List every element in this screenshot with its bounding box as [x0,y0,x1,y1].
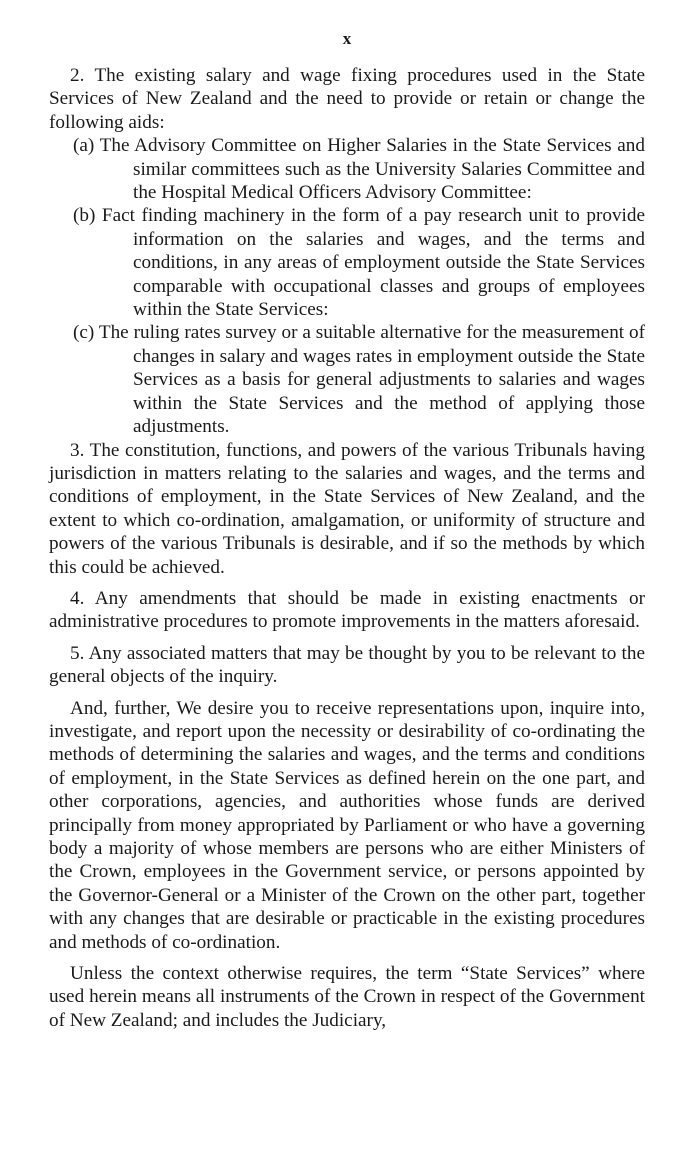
subitem-a-marker: (a) [73,135,95,157]
subitem-c-text: The ruling rates survey or a suitable alternative for the measurement of changes in salary and wages rates in employment outside the State Services as a basis for general adjustments to salaries and wages within the State Services and the method of applying those adjustments. [98,322,645,438]
subitem-c [49,321,645,438]
page-number: x [342,29,352,48]
subitem-c-marker: (c) [73,322,95,344]
subitem-b [49,204,645,321]
subitem-a [49,134,645,204]
subitem-b-marker: (b) [73,205,96,227]
paragraph-2: 2. The existing salary and wage fixing procedures used in the State Services of New Zealand and the need to provide or retain or change the following aids: [49,65,645,133]
paragraph-6: And, further, We desire you to receive representations upon, inquire into, investigate, and report upon the necessity or desirability of co-ordinating the methods of determining the salaries and wages, and the terms and conditions of employment, in the State Services as defined herein on the one part, and other corporations, agencies, and authorities whose funds are derived principally from money appropriated by Parliament or who have a governing body a majority of whose members are persons who are either Ministers of the Crown, employees in the Government service, or persons appointed by the Governor-General or a Minister of the Crown on the other part, together with any changes that are desirable or practicable in the existing procedures and methods of co-ordination. [49,697,645,953]
paragraph-4: 4. Any amendments that should be made in existing enactments or administrative procedures to promote improvements in the matters aforesaid. [49,587,645,633]
paragraph-7: Unless the context otherwise requires, the term “State Services” where used herein means all instruments of the Crown in respect of the Government of New Zealand; and includes the Judiciary, [49,963,645,1031]
subitem-a-text: The Advisory Committee on Higher Salaries in the State Services and similar committees such as the University Salaries Committee and the Hospital Medical Officers Advisory Committee: [99,135,645,204]
subitem-b-text: Fact finding machinery in the form of a pay research unit to provide information on the salaries and wages, and the terms and conditions, in any areas of employment outside the State Services comparable with occupational classes and groups of employees within the State Services: [101,205,645,321]
document-page [49,28,645,1032]
paragraph-5: 5. Any associated matters that may be thought by you to be relevant to the general objects of the inquiry. [49,642,645,688]
paragraph-3: 3. The constitution, functions, and powers of the various Tribunals having jurisdiction in matters relating to the salaries and wages, and the terms and conditions of employment, in the State Services of New Zealand, and the extent to which co-ordination, amalgamation, or uniformity of structure and powers of the various Tribunals is desirable, and if so the methods by which this could be achieved. [49,439,645,578]
